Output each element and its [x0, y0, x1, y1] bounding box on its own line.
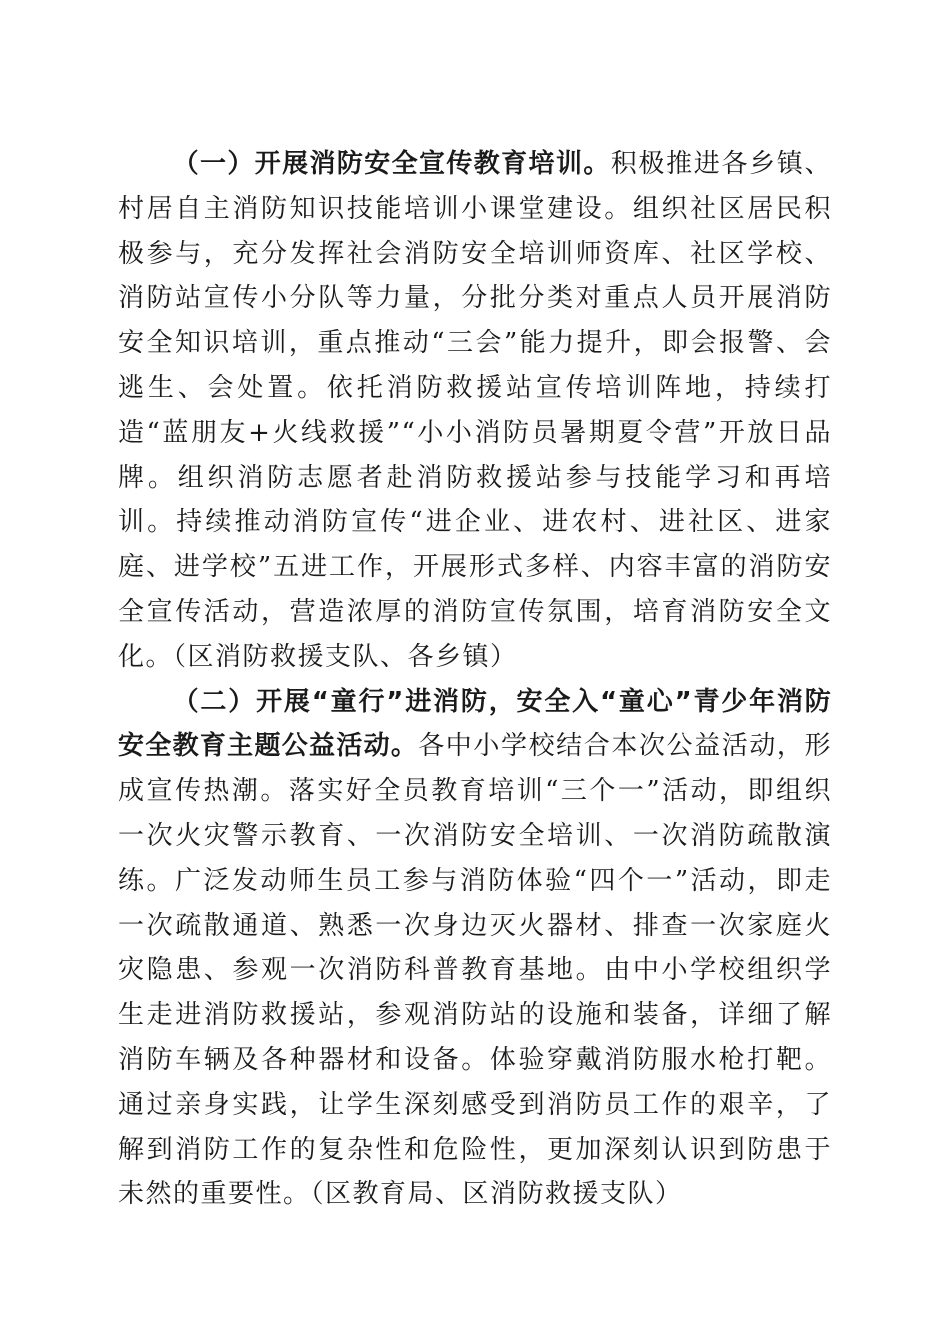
section-1-paragraph — [118, 142, 832, 680]
section-1-body: 积极推进各乡镇、村居自主消防知识技能培训小课堂建设。组织社区居民积极参与，充分发挥社会消防安全培训师资库、社区学校、消防站宣传小分队等力量，分批分类对重点人员开展消防安全知识培训，重点推动“三会”能力提升，即会报警、会逃生、会处置。依托消防救援站宣传培训阵地，持续打造“蓝朋友+火线救援”“小小消防员暑期夏令营”开放日品牌。组织消防志愿者赴消防救援站参与技能学习和再培训。持续推动消防宣传“进企业、进农村、进社区、进家庭、进学校”五进工作，开展形式多样、内容丰富的消防安全宣传活动，营造浓厚的消防宣传氛围，培育消防安全文化。（区消防救援支队、各乡镇） — [118, 149, 832, 672]
section-2-heading: （二）开展“童行”进消防，安全入“童心”青少年消防安全教育主题公益活动。 — [118, 686, 832, 762]
document-body — [118, 142, 832, 1217]
section-1-heading: （一）开展消防安全宣传教育培训。 — [172, 149, 611, 179]
section-2-paragraph — [118, 680, 832, 1218]
section-2-body: 各中小学校结合本次公益活动，形成宣传热潮。落实好全员教育培训“三个一”活动，即组织一次火灾警示教育、一次消防安全培训、一次消防疏散演练。广泛发动师生员工参与消防体验“四个一”活动，即走一次疏散通道、熟悉一次身边灭火器材、排查一次家庭火灾隐患、参观一次消防科普教育基地。由中小学校组织学生走进消防救援站，参观消防站的设施和装备，详细了解消防车辆及各种器材和设备。体验穿戴消防服水枪打靶。通过亲身实践，让学生深刻感受到消防员工作的艰辛，了解到消防工作的复杂性和危险性，更加深刻认识到防患于未然的重要性。（区教育局、区消防救援支队） — [118, 731, 832, 1210]
